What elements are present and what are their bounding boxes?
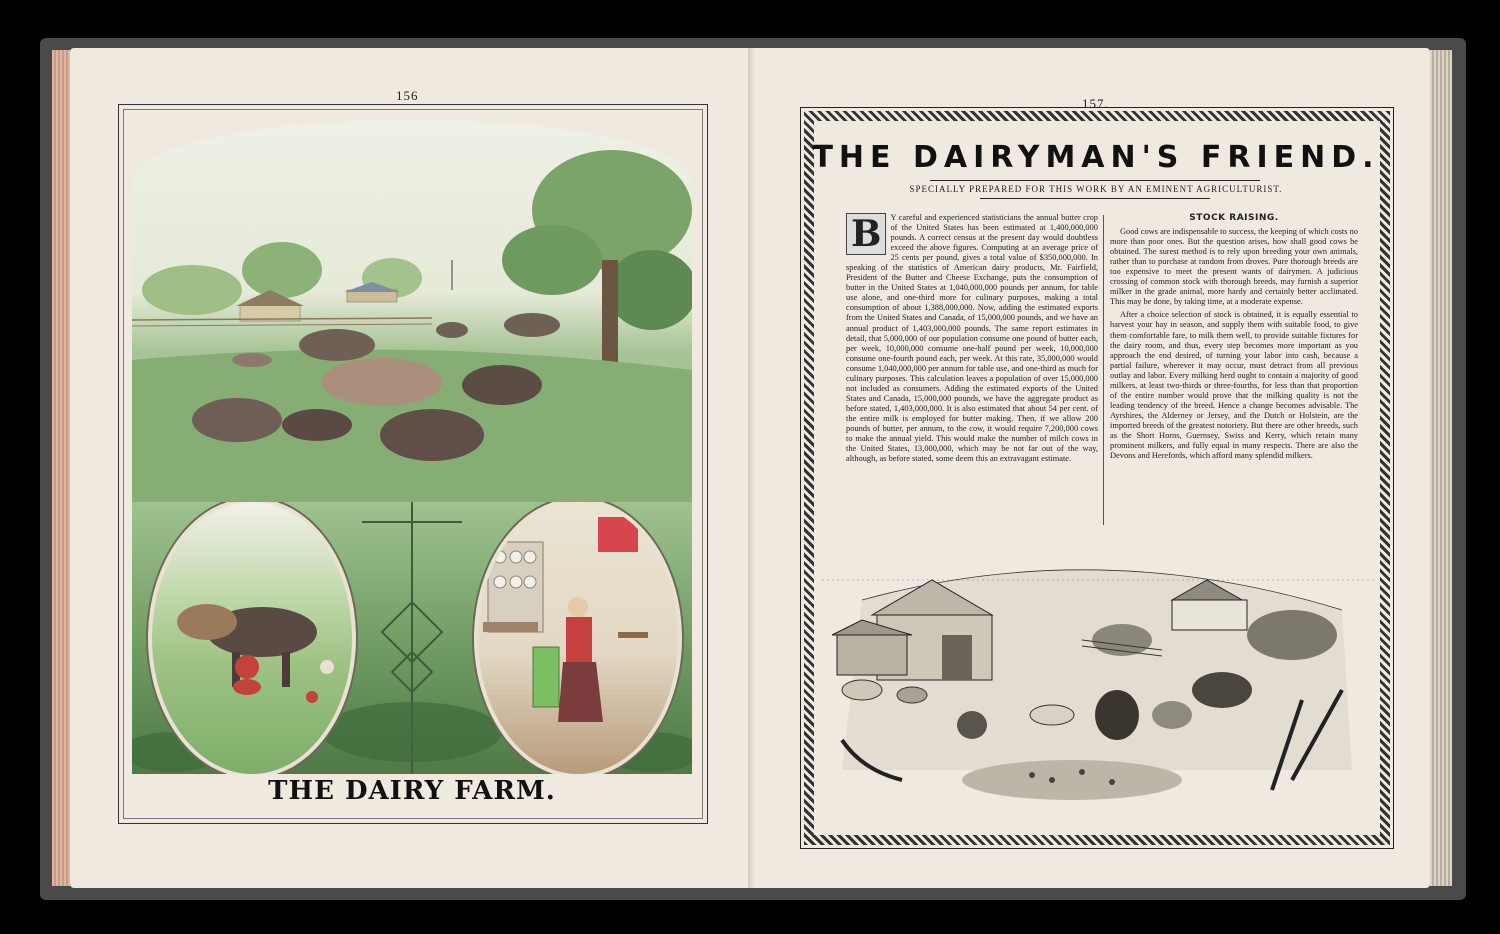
farmyard-drawing — [822, 540, 1374, 825]
churning-scene-vignette — [474, 502, 682, 774]
article-subtitle: SPECIALLY PREPARED FOR THIS WORK BY AN EMINENT AGRICULTURIST. — [909, 184, 1283, 194]
title-rule — [930, 180, 1260, 181]
article-column-1 — [846, 213, 1098, 464]
column-2-paragraph-2: After a choice selection of stock is obtained, it is equally essential to harvest your hay in season, and supply them with suitable food, to give them comfortable fare, to milk them well, to provide suitable fixtures for the dairy room, and thus, every step becomes more important as you approach the end desired, of turning your labor into cash, because a partial failure, wherever it may occur, must detract from all previous outlay and labor. Every milking herd ought to contain a majority of good milkers, at least two-thirds or three-fourths, for less than that proportion of the entire number would prove that the milking quality is not the leading tendency of the breed. Hence a change becomes advisable. The Ayrshires, the Alderney or Jersey, and the Dutch or Holstein, are the imported breeds of the greatest notoriety. But there are other breeds, such as the Short Horns, Guernsey, Swiss and Kerry, which retain many prominent milkers, and fully equal in many respects. There are also the Devons and Herefords, which afford many splendid milkers. — [1110, 310, 1358, 461]
article-title: THE DAIRYMAN'S FRIEND. — [812, 140, 1380, 175]
left-page-number: 156 — [396, 88, 419, 103]
right-page-edges — [1430, 50, 1452, 886]
subtitle-rule — [980, 198, 1210, 199]
column-1-text: Y careful and experienced statisticians the annual butter crop of the United States has been estimated at 1,400,000,000 pounds. A correct census at the present day would doubtless exceed the above figures. Computing at an average price of 25 cents per pound, gives a total value of $350,000,000. In speaking of the statistics of American dairy products, Mr. Fairfield, President of the Butter and Cheese Exchange, puts the consumption of butter in the United States at 1,040,000,000 pounds per annum, for table use alone, and one-third more for culinary purposes, making a total consumption of about 1,388,000,000. Now, adding the estimated exports from the United States and Canada, of 15,000,000 pounds, and we have an annual product of 1,403,000,000 pounds. The same report estimates in detail, that 5,000,000 of our population consume one pound of butter each, per week, 10,000,000 consume one-half pound per week, 10,000,000 consume one-fourth pound each, per week. At this rate, 35,000,000 would consume 1,040,000,000 per annum for table use, and one-third as much for culinary purposes. This calculation leaves a population of over 15,000,000 not included as consumers. Adding the estimated exports of the United States and Canada, 15,000,000 pounds, we have the aggregate product as before stated, 1,403,000,000. It is also estimated that about 54 per cent. of the entire milk is employed for butter making. Then, if we allow 200 pounds of butter, per annum, to the cow, it would require 7,200,000 cows to make the annual yield. This would make the number of milch cows in the United States, 13,000,000, which may be not far out of the way, although, as before stated, some deem this an extravagant estimate. — [846, 213, 1098, 464]
pasture-drawing — [132, 120, 692, 502]
dairy-vignettes-panel — [132, 502, 692, 774]
article-column-2 — [1110, 213, 1358, 464]
dairy-pasture-illustration — [132, 120, 692, 502]
column-2-paragraph-1: Good cows are indispensable to success, the keeping of which costs no more than poor ones. But the question arises, how shall good cows be obtained. The surest method is to rely upon breeding your own animals, rather than to purchase at random from droves. Pure thorough breeds are too expensive to meet the present wants of dairymen. A judicious crossing of common stock with thorough breeds, may furnish a superior milker in the grade animal, more hardy and certainly better acclimated. This may be done, by taking time, at a moderate expense. — [1110, 227, 1358, 307]
left-page-edges — [52, 50, 70, 886]
drop-cap: B — [846, 213, 886, 255]
right-page-number: 157. — [1082, 96, 1109, 111]
milking-scene-vignette — [148, 502, 356, 774]
stock-raising-heading: STOCK RAISING. — [1189, 213, 1279, 223]
farmyard-engraving — [822, 540, 1374, 825]
left-page-caption: THE DAIRY FARM. — [268, 776, 556, 806]
column-divider — [1103, 215, 1104, 525]
